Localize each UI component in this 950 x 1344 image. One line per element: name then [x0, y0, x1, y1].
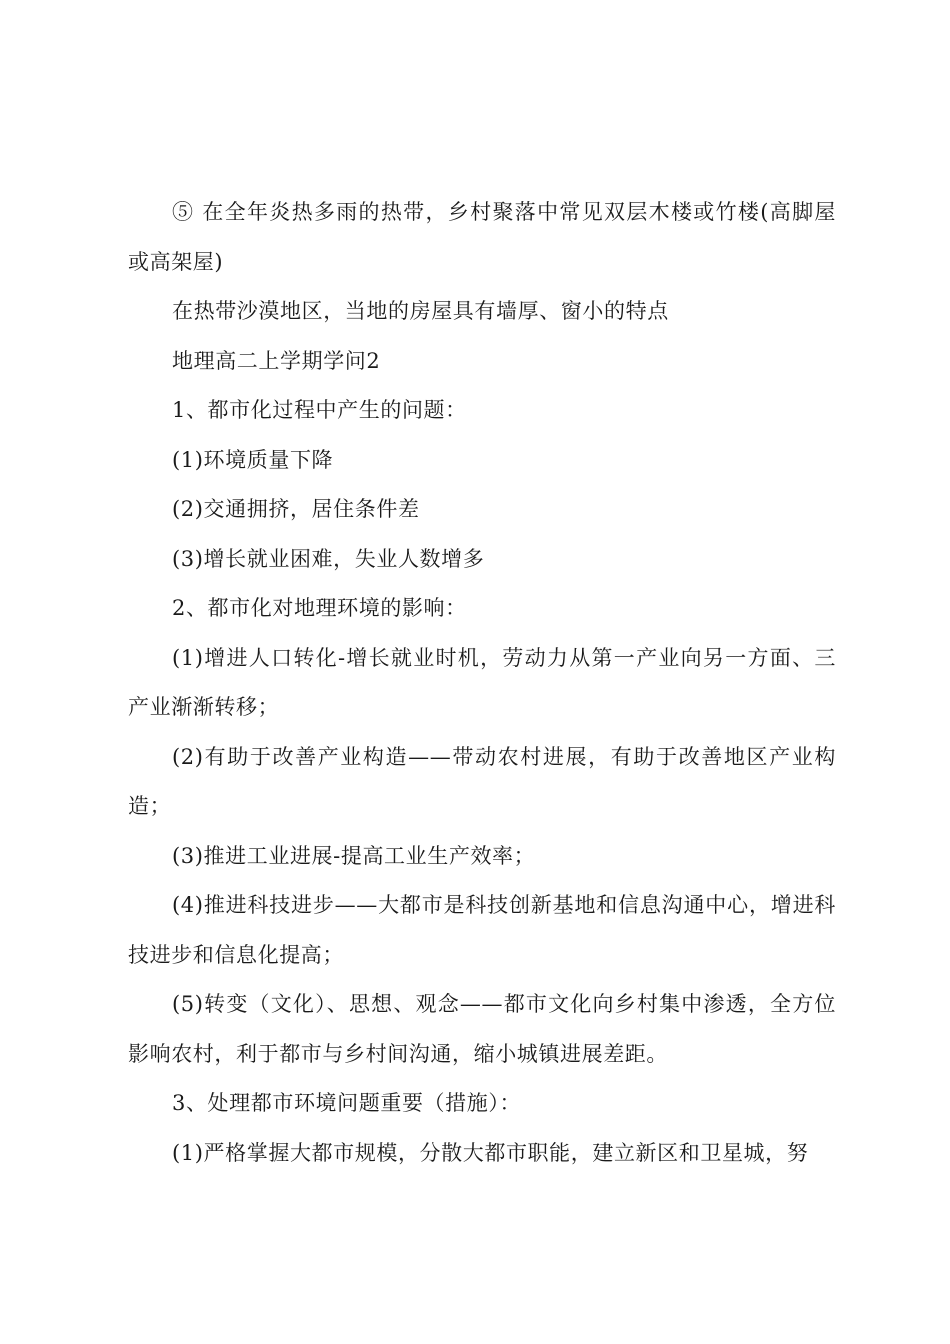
- list-item-city-scale-control: (1)严格掌握大都市规模，分散大都市职能，建立新区和卫星城，努: [172, 1140, 809, 1165]
- list-item-population-transfer: (1)增进人口转化-增长就业时机，劳动力从第一产业向另一方面、三产业渐渐转移；: [128, 645, 836, 719]
- heading-urbanization-problems: 1、都市化过程中产生的问题：: [172, 398, 467, 422]
- list-item-technology-progress: (4)推进科技进步——大都市是科技创新基地和信息沟通中心，增进科技进步和信息化提高；: [128, 893, 836, 967]
- list-item-environment: (1)环境质量下降: [172, 447, 334, 472]
- section-heading-knowledge-2: 地理高二上学期学问2: [172, 348, 381, 373]
- heading-urbanization-effects: 2、都市化对地理环境的影响：: [172, 596, 467, 620]
- document-body: [128, 188, 836, 1178]
- paragraph-tropical-stilt-houses: ⑤ 在全年炎热多雨的热带，乡村聚落中常见双层木楼或竹楼(高脚屋或高架屋): [128, 200, 836, 274]
- list-item-traffic: (2)交通拥挤，居住条件差: [172, 497, 420, 521]
- list-item-industrial-development: (3)推进工业进展-提高工业生产效率；: [172, 843, 536, 868]
- heading-environment-measures: 3、处理都市环境问题重要（措施）：: [172, 1091, 522, 1115]
- list-item-industry-structure: (2)有助于改善产业构造——带动农村进展，有助于改善地区产业构造；: [128, 744, 836, 818]
- list-item-culture-change: (5)转变（文化）、思想、观念——都市文化向乡村集中渗透，全方位影响农村，利于都市与乡村间沟通，缩小城镇进展差距。: [128, 992, 836, 1066]
- list-item-employment: (3)增长就业困难，失业人数增多: [172, 546, 485, 571]
- paragraph-desert-houses: 在热带沙漠地区，当地的房屋具有墙厚、窗小的特点: [172, 299, 669, 323]
